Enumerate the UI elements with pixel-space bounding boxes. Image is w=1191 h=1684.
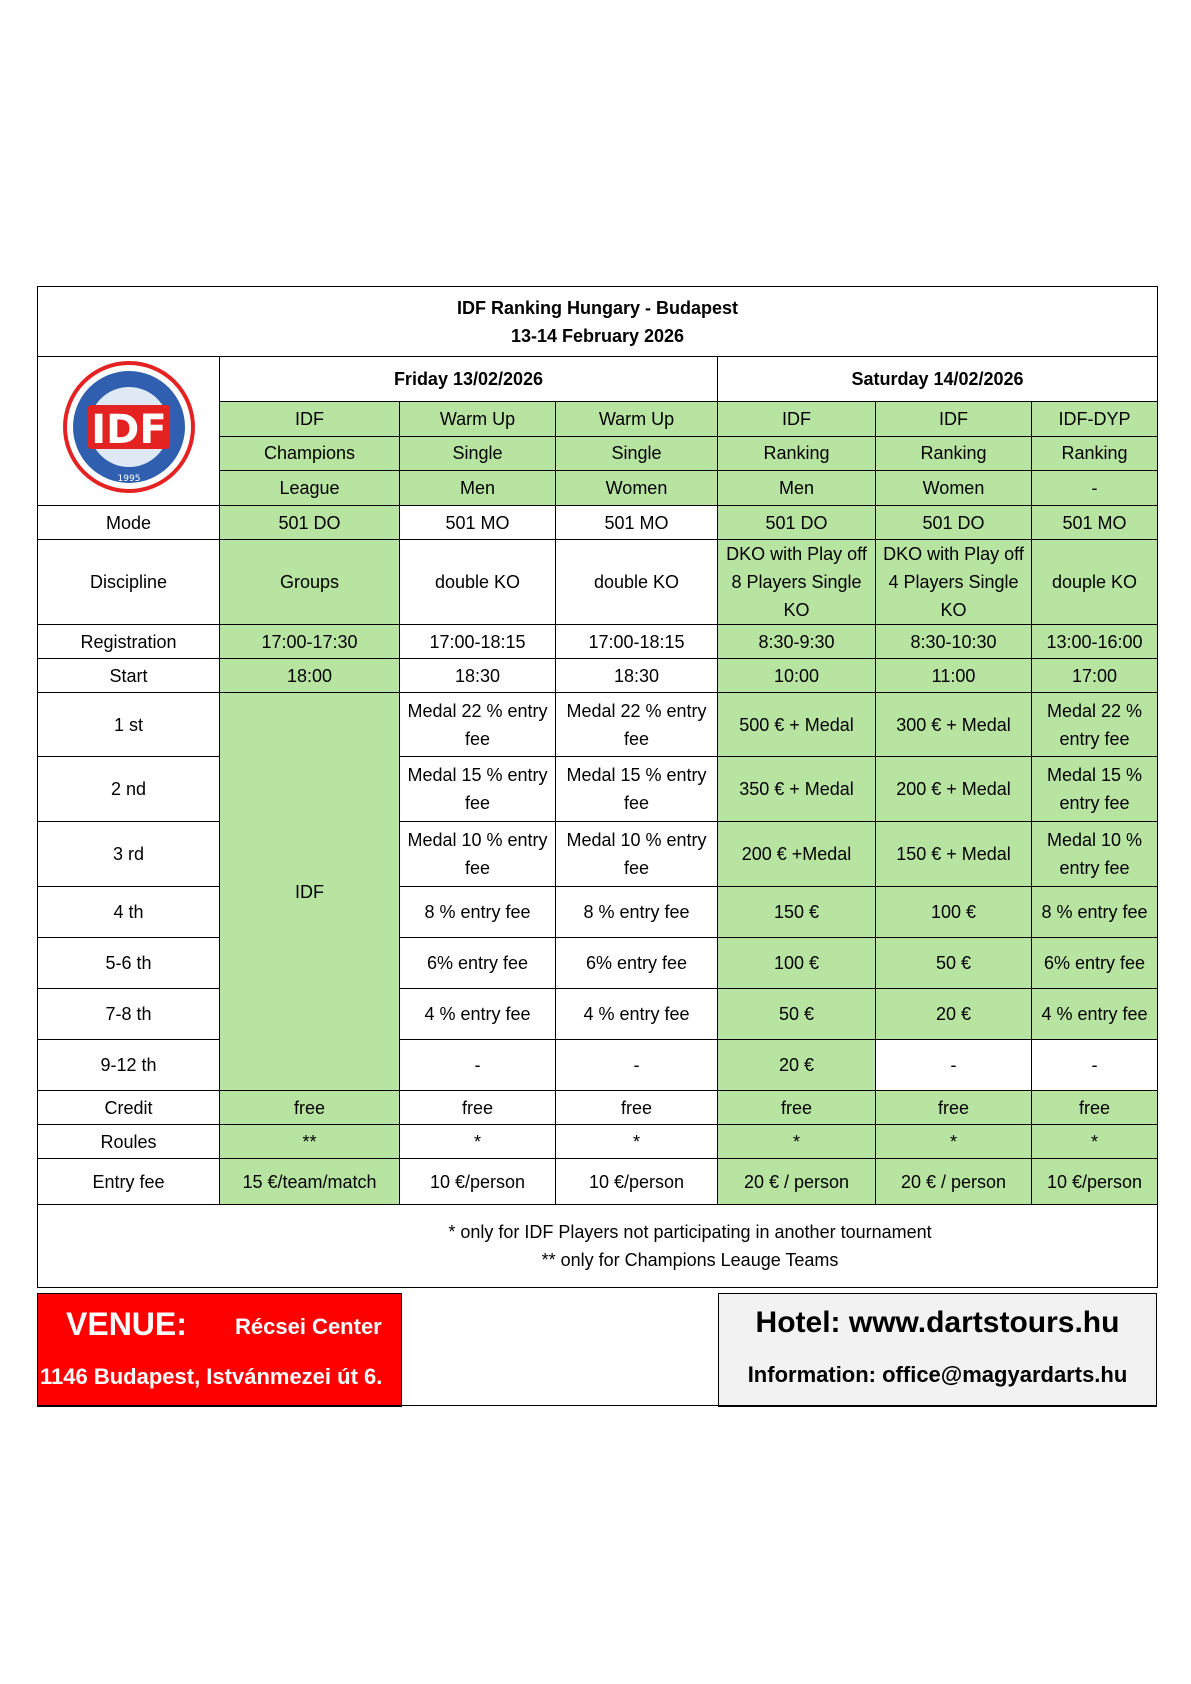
event-4-line-2: Ranking [718,436,876,471]
prize-6-event-6: 4 % entry fee [1032,989,1158,1040]
event-1-discipline: Groups [220,540,400,625]
prize-5-event-2: 6% entry fee [400,938,556,989]
prize-6-event-5: 20 € [876,989,1032,1040]
event-2-line-2: Single [400,436,556,471]
roules-label: Roules [38,1125,220,1159]
event-6-mode: 501 MO [1032,506,1158,540]
prize-4-event-6: 8 % entry fee [1032,887,1158,938]
event-1-line-2: Champions [220,436,400,471]
footer [37,1293,1157,1407]
roules-event-2: * [400,1125,556,1159]
prize-7-event-3: - [556,1040,718,1091]
event-1-start: 18:00 [220,659,400,693]
roules-event-5: * [876,1125,1032,1159]
event-4-line-3: Men [718,471,876,506]
prize-6-event-2: 4 % entry fee [400,989,556,1040]
prize-1-event-2: Medal 22 % entry fee [400,693,556,757]
credit-event-5: free [876,1091,1032,1125]
place-5: 5-6 th [38,938,220,989]
prize-5-event-3: 6% entry fee [556,938,718,989]
prize-1-event-6: Medal 22 % entry fee [1032,693,1158,757]
idf-logo [54,357,204,497]
event-2-line-1: Warm Up [400,401,556,436]
prize-2-event-4: 350 € + Medal [718,757,876,822]
entry-fee-event-2: 10 €/person [400,1159,556,1205]
prize-5-event-6: 6% entry fee [1032,938,1158,989]
event-6-line-3: - [1032,471,1158,506]
credit-event-4: free [718,1091,876,1125]
prize-4-event-5: 100 € [876,887,1032,938]
logo-cell [38,357,220,506]
roules-event-6: * [1032,1125,1158,1159]
event-4-line-1: IDF [718,401,876,436]
event-4-registration: 8:30-9:30 [718,625,876,659]
entry-fee-event-1: 15 €/team/match [220,1159,400,1205]
prize-6-event-4: 50 € [718,989,876,1040]
credit-event-2: free [400,1091,556,1125]
credit-label: Credit [38,1091,220,1125]
prize-1-event-4: 500 € + Medal [718,693,876,757]
event-5-line-2: Ranking [876,436,1032,471]
friday-header: Friday 13/02/2026 [220,357,718,402]
event-4-mode: 501 DO [718,506,876,540]
logo-text: IDF [90,407,167,453]
event-6-line-1: IDF-DYP [1032,401,1158,436]
event-6-discipline: douple KO [1032,540,1158,625]
entry-fee-event-4: 20 € / person [718,1159,876,1205]
roules-event-1: ** [220,1125,400,1159]
place-6: 7-8 th [38,989,220,1040]
event-2-start: 18:30 [400,659,556,693]
event-1-registration: 17:00-17:30 [220,625,400,659]
event-3-start: 18:30 [556,659,718,693]
event-2-line-3: Men [400,471,556,506]
note-1: * only for IDF Players not participating in another tournament [448,1222,932,1242]
prize-3-event-4: 200 € +Medal [718,822,876,887]
prize-4-event-2: 8 % entry fee [400,887,556,938]
schedule-sheet [37,286,1157,1288]
roules-event-3: * [556,1125,718,1159]
prize-5-event-5: 50 € [876,938,1032,989]
champions-league-prize: IDF [220,693,400,1091]
event-3-line-3: Women [556,471,718,506]
entry-fee-event-3: 10 €/person [556,1159,718,1205]
credit-event-1: free [220,1091,400,1125]
start-label: Start [38,659,220,693]
venue-label: VENUE: [66,1306,187,1342]
event-1-line-3: League [220,471,400,506]
place-4: 4 th [38,887,220,938]
schedule-table [37,286,1158,1288]
place-1: 1 st [38,693,220,757]
event-3-mode: 501 MO [556,506,718,540]
prize-3-event-5: 150 € + Medal [876,822,1032,887]
hotel-box [718,1293,1157,1407]
event-5-line-3: Women [876,471,1032,506]
event-5-start: 11:00 [876,659,1032,693]
prize-2-event-6: Medal 15 % entry fee [1032,757,1158,822]
event-1-mode: 501 DO [220,506,400,540]
venue-address: 1146 Budapest, Istvánmezei út 6. [40,1364,383,1389]
title-cell [38,287,1158,357]
prize-3-event-6: Medal 10 % entry fee [1032,822,1158,887]
entry-fee-event-6: 10 €/person [1032,1159,1158,1205]
prize-2-event-3: Medal 15 % entry fee [556,757,718,822]
event-6-start: 17:00 [1032,659,1158,693]
prize-7-event-4: 20 € [718,1040,876,1091]
event-6-line-2: Ranking [1032,436,1158,471]
event-5-mode: 501 DO [876,506,1032,540]
prize-6-event-3: 4 % entry fee [556,989,718,1040]
prize-7-event-6: - [1032,1040,1158,1091]
event-6-registration: 13:00-16:00 [1032,625,1158,659]
credit-event-3: free [556,1091,718,1125]
event-3-line-1: Warm Up [556,401,718,436]
event-2-discipline: double KO [400,540,556,625]
prize-2-event-2: Medal 15 % entry fee [400,757,556,822]
prize-1-event-3: Medal 22 % entry fee [556,693,718,757]
event-3-line-2: Single [556,436,718,471]
entry-fee-label: Entry fee [38,1159,220,1205]
event-4-start: 10:00 [718,659,876,693]
prize-1-event-5: 300 € + Medal [876,693,1032,757]
event-2-registration: 17:00-18:15 [400,625,556,659]
entry-fee-event-5: 20 € / person [876,1159,1032,1205]
page-title: IDF Ranking Hungary - Budapest [456,297,739,318]
venue-name: Récsei Center [235,1314,382,1339]
prize-4-event-3: 8 % entry fee [556,887,718,938]
prize-7-event-2: - [400,1040,556,1091]
event-5-registration: 8:30-10:30 [876,625,1032,659]
prize-5-event-4: 100 € [718,938,876,989]
event-3-registration: 17:00-18:15 [556,625,718,659]
event-5-discipline: DKO with Play off 4 Players Single KO [876,540,1032,625]
place-3: 3 rd [38,822,220,887]
saturday-header: Saturday 14/02/2026 [718,357,1158,402]
prize-7-event-5: - [876,1040,1032,1091]
prize-3-event-2: Medal 10 % entry fee [400,822,556,887]
footer-bottom-border [37,1405,1157,1406]
event-1-line-1: IDF [220,401,400,436]
event-5-line-1: IDF [876,401,1032,436]
mode-label: Mode [38,506,220,540]
hotel-link[interactable]: Hotel: www.dartstours.hu [755,1306,1120,1339]
event-3-discipline: double KO [556,540,718,625]
prize-3-event-3: Medal 10 % entry fee [556,822,718,887]
information-email[interactable]: Information: office@magyardarts.hu [747,1362,1128,1387]
registration-label: Registration [38,625,220,659]
logo-year: 1995 [117,474,140,484]
discipline-label: Discipline [38,540,220,625]
place-2: 2 nd [38,757,220,822]
notes-cell [38,1205,1158,1288]
event-4-discipline: DKO with Play off 8 Players Single KO [718,540,876,625]
place-7: 9-12 th [38,1040,220,1091]
prize-2-event-5: 200 € + Medal [876,757,1032,822]
venue-box [37,1293,402,1407]
note-2: ** only for Champions Leauge Teams [541,1250,839,1270]
credit-event-6: free [1032,1091,1158,1125]
page-subtitle: 13-14 February 2026 [510,325,685,346]
roules-event-4: * [718,1125,876,1159]
event-2-mode: 501 MO [400,506,556,540]
prize-4-event-4: 150 € [718,887,876,938]
